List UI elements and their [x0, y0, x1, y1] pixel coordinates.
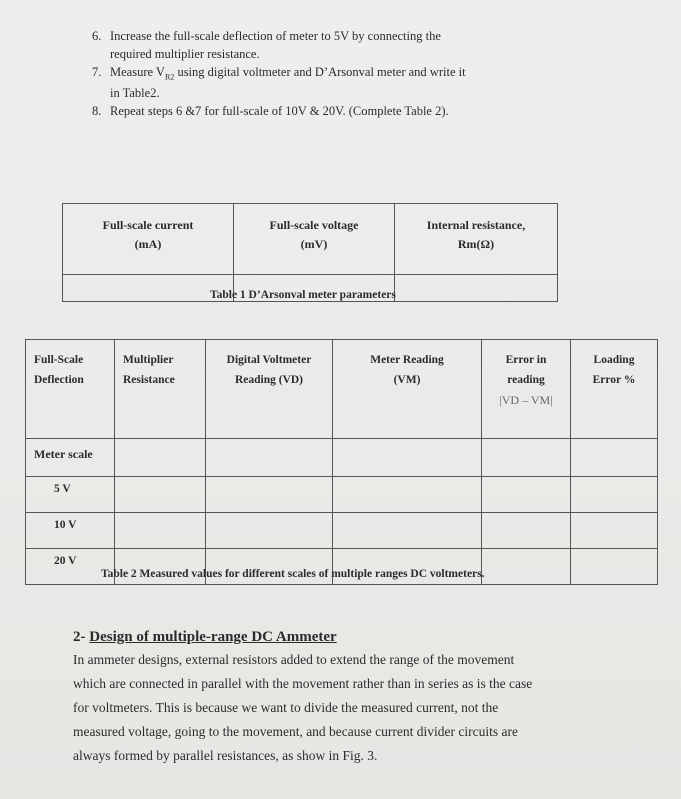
step-text-line1: Increase the full-scale deflection of meter to 5V by connecting the [110, 29, 441, 43]
step-number: 8. [92, 104, 102, 118]
table-cell [482, 439, 571, 477]
header-multiplier-resistance [115, 340, 206, 439]
header-line1: Full-scale current [102, 218, 194, 232]
header-internal-resistance [395, 204, 558, 275]
step-text-line1 [110, 65, 466, 82]
table-cell [571, 513, 658, 549]
table2-caption: Table 2 Measured values for different scales of multiple ranges DC voltmeters. [101, 568, 485, 580]
header-line1: Multiplier [123, 354, 174, 366]
table1-caption: Table 1 D’Arsonval meter parameters [210, 289, 396, 301]
header-line2: Deflection [34, 374, 84, 387]
header-line2: Resistance [123, 374, 175, 387]
table-row [26, 513, 658, 549]
header-error-in-reading [482, 340, 571, 439]
header-line2: (mA) [134, 237, 162, 252]
table-cell [333, 513, 482, 549]
step-text-post: using digital voltmeter and D’Arsonval meter and write it [174, 65, 466, 79]
table-cell [571, 549, 658, 585]
scale-label: 5 V [26, 477, 115, 513]
procedure-steps [92, 30, 532, 124]
header-line2: (VM) [393, 374, 421, 387]
header-full-scale-deflection [26, 340, 115, 439]
header-full-scale-voltage [234, 204, 395, 275]
table-header-row [63, 204, 558, 275]
paragraph-line: In ammeter designs, external resistors added to extend the range of the movement [73, 652, 515, 667]
table-row [26, 439, 658, 477]
step-6 [92, 30, 532, 60]
header-full-scale-current [63, 204, 234, 275]
header-digital-voltmeter-reading [206, 340, 333, 439]
table-row [26, 477, 658, 513]
step-text [110, 30, 532, 60]
table-cell [115, 513, 206, 549]
step-text-line2: required multiplier resistance. [110, 46, 260, 61]
step-text: Repeat steps 6 &7 for full-scale of 10V & 20V. (Complete Table 2). [110, 104, 449, 118]
paragraph-line: which are connected in parallel with the movement rather than in series as is the case [73, 676, 533, 691]
step-8 [92, 105, 532, 118]
step-text [110, 66, 532, 99]
header-line1: Internal resistance, [426, 218, 526, 232]
table-cell [482, 513, 571, 549]
step-text-line2: in Table2. [110, 85, 160, 100]
section-paragraph [73, 648, 593, 768]
paragraph-line: for voltmeters. This is because we want to divide the measured current, not the [73, 700, 499, 715]
step-number: 7. [92, 65, 102, 79]
section-heading [73, 629, 337, 646]
table-cell [333, 439, 482, 477]
table-header-row [26, 340, 658, 439]
step-7 [92, 66, 532, 99]
paragraph-line: measured voltage, going to the movement, and because current divider circuits are [73, 724, 518, 739]
table-cell [115, 477, 206, 513]
paragraph-line: always formed by parallel resistances, as show in Fig. 3. [73, 748, 378, 763]
table-meter-parameters [62, 203, 558, 302]
table-measured-values [25, 339, 658, 585]
header-line2: reading [507, 374, 545, 387]
error-formula: |VD – VM| [499, 393, 553, 408]
section-number: 2- [73, 629, 86, 645]
table-cell [206, 439, 333, 477]
header-line1: Error in [505, 354, 547, 366]
table-cell [206, 477, 333, 513]
scale-label: 20 V [26, 549, 115, 585]
header-meter-reading [333, 340, 482, 439]
table-cell [395, 275, 558, 302]
header-line1: Loading [593, 354, 635, 366]
table-cell [115, 439, 206, 477]
header-line1: Digital Voltmeter [226, 354, 312, 366]
header-line2: Rm(Ω) [457, 237, 495, 252]
table-cell [482, 549, 571, 585]
step-number: 6. [92, 29, 102, 43]
header-loading-error [571, 340, 658, 439]
table-cell [482, 477, 571, 513]
meter-scale-label: Meter scale [26, 439, 115, 477]
header-line1: Meter Reading [370, 354, 444, 366]
table-cell [333, 477, 482, 513]
section-title: Design of multiple-range DC Ammeter [89, 629, 337, 645]
scale-label: 10 V [26, 513, 115, 549]
header-line1: Full-Scale [34, 354, 84, 366]
table-cell [571, 477, 658, 513]
table-cell [63, 275, 234, 302]
header-line2: (mV) [300, 237, 328, 252]
header-line2: Error % [592, 374, 636, 387]
voltage-subscript: R2 [164, 72, 175, 82]
header-line2: Reading (VD) [234, 374, 304, 387]
table-cell [206, 513, 333, 549]
step-text-pre: Measure V [110, 65, 165, 79]
table-cell [571, 439, 658, 477]
header-line1: Full-scale voltage [269, 218, 359, 232]
